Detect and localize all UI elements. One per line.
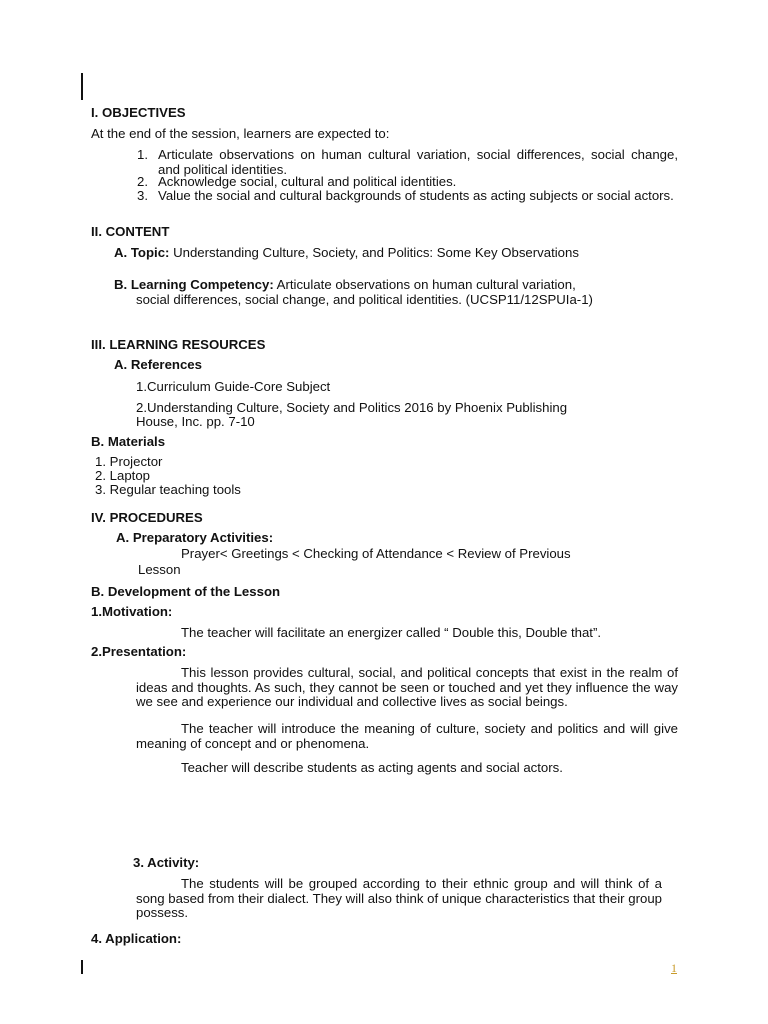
objective-text: Value the social and cultural backgrounds of students as acting subjects or social actors. [158, 188, 674, 203]
development-heading: B. Development of the Lesson [91, 584, 281, 599]
motivation-heading: 1.Motivation: [91, 604, 173, 619]
topic-text: Understanding Culture, Society, and Politics: Some Key Observations [169, 245, 579, 260]
presentation-paragraph: This lesson provides cultural, social, and political concepts that exist in the realm of ideas and thoughts. As such, they cannot be seen or touched and yet they influence the way we see and experience our individual and collective lives as social beings. [136, 665, 678, 709]
top-margin-bar [81, 73, 83, 100]
procedures-heading: IV. PROCEDURES [91, 510, 203, 525]
competency-text: Articulate observations on human cultural variation, [273, 277, 576, 292]
preparatory-heading: A. Preparatory Activities: [116, 530, 274, 545]
presentation-paragraph: Teacher will describe students as acting agents and social actors. [181, 760, 563, 775]
motivation-text: The teacher will facilitate an energizer called “ Double this, Double that”. [181, 625, 602, 640]
objectives-intro: At the end of the session, learners are expected to: [91, 126, 390, 141]
presentation-heading: 2.Presentation: [91, 644, 187, 659]
bottom-margin-bar [81, 960, 83, 974]
preparatory-text: Prayer< Greetings < Checking of Attendance < Review of Previous [181, 546, 571, 561]
competency-line [114, 278, 576, 293]
objective-number: 1. [137, 147, 148, 162]
preparatory-text-cont: Lesson [138, 562, 181, 577]
objective-number: 3. [137, 188, 148, 203]
material-item: 1. Projector [95, 454, 163, 469]
objectives-heading: I. OBJECTIVES [91, 105, 186, 120]
reference-item: House, Inc. pp. 7-10 [136, 414, 255, 429]
activity-text: The students will be grouped according to their ethnic group and will think of a song based from their dialect. They will also think of unique characteristics that their group possess. [136, 876, 662, 920]
topic-line [114, 246, 579, 261]
application-heading: 4. Application: [91, 931, 182, 946]
objective-text: Articulate observations on human cultural variation, social differences, social change, and political identities. [158, 147, 678, 177]
topic-label: A. Topic: [114, 245, 170, 260]
objective-number: 2. [137, 174, 148, 189]
material-item: 2. Laptop [95, 468, 150, 483]
content-heading: II. CONTENT [91, 224, 170, 239]
page-number: 1 [671, 961, 677, 975]
reference-item: 2.Understanding Culture, Society and Politics 2016 by Phoenix Publishing [136, 400, 568, 415]
competency-label: B. Learning Competency: [114, 277, 274, 292]
competency-text-cont: social differences, social change, and political identities. (UCSP11/12SPUIa-1) [136, 292, 593, 307]
objective-text: Acknowledge social, cultural and political identities. [158, 174, 457, 189]
references-heading: A. References [114, 357, 202, 372]
reference-item: 1.Curriculum Guide-Core Subject [136, 379, 331, 394]
materials-heading: B. Materials [91, 434, 166, 449]
resources-heading: III. LEARNING RESOURCES [91, 337, 266, 352]
material-item: 3. Regular teaching tools [95, 482, 241, 497]
activity-heading: 3. Activity: [133, 855, 200, 870]
presentation-paragraph: The teacher will introduce the meaning of culture, society and politics and will give meaning of concept and or phenomena. [136, 721, 678, 751]
